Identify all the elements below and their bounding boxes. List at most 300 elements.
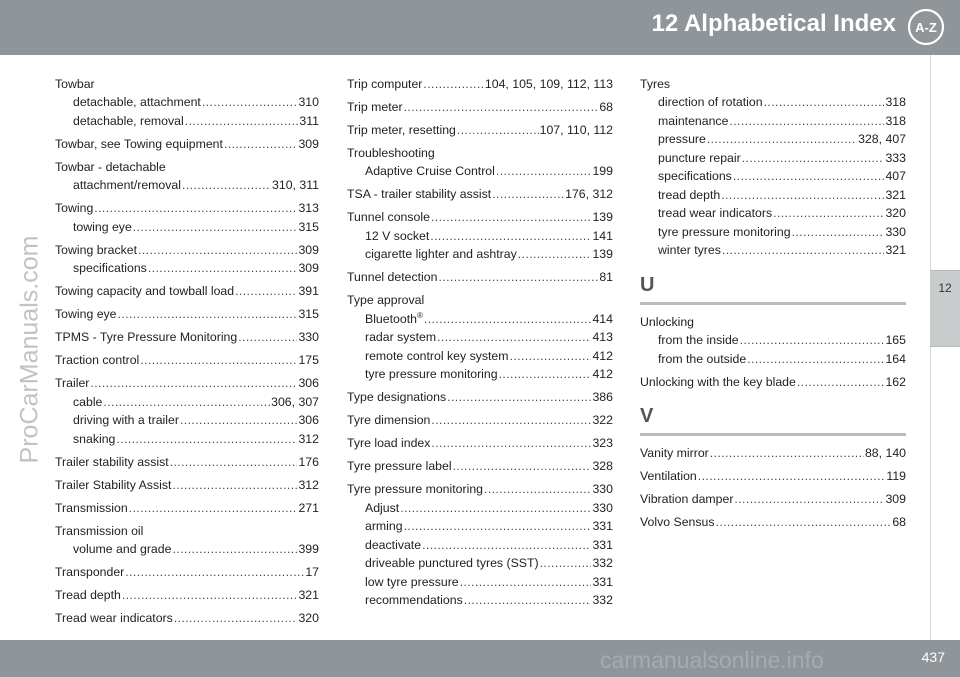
dot-leader [431,411,591,430]
index-term [55,351,139,370]
dot-leader [742,149,885,168]
dot-leader [430,227,591,246]
index-term [347,121,456,140]
index-term-text: Troubleshooting [347,145,435,160]
index-entry [347,291,613,384]
page-reference[interactable]: 391 [298,284,319,298]
page-reference[interactable]: 321 [298,588,319,602]
page-number: 437 [921,649,945,665]
page-reference[interactable]: 17 [305,565,319,579]
page-reference[interactable]: 81 [599,270,613,284]
index-term-text: Trailer stability assist [55,454,169,469]
index-term-text: recommendations [365,593,463,607]
page-reference[interactable]: 176, 312 [565,187,613,201]
index-term-text: Volvo Sensus [640,515,715,529]
index-term-text: Trip computer [347,76,423,91]
index-term [640,75,670,94]
index-subentry [640,350,906,369]
index-term [658,350,746,369]
dot-leader [224,135,298,154]
page-reference[interactable]: 315 [298,307,319,321]
index-subentry [347,517,613,536]
index-term-text: detachable, removal [73,113,184,128]
dot-leader [510,347,592,366]
page-reference[interactable]: 309 [885,492,906,506]
dot-leader [447,388,591,407]
index-subentry [347,365,613,384]
index-entry [55,135,319,154]
index-entry [347,98,613,117]
index-term-line [347,144,613,163]
page-reference[interactable]: 306, 307 [271,394,319,409]
chapter-tab-label: 12 [938,281,952,295]
index-subentry [347,554,613,573]
index-term-line [640,513,906,532]
index-term-text: Towbar, see Towing equipment [55,136,223,151]
index-term-text: Trip meter, resetting [347,122,456,137]
section-divider [640,302,906,305]
index-term [347,388,446,407]
page-reference[interactable]: 322 [592,413,613,427]
index-subentry [640,167,906,186]
index-term-text: tread depth [658,187,721,202]
page-reference[interactable]: 330 [298,330,319,344]
index-term-line [55,351,319,370]
index-term-text: Trip meter [347,99,403,114]
dot-leader [140,351,297,370]
watermark-bottom: carmanualsonline.info [600,647,824,673]
index-term-text: tread wear indicators [658,206,773,220]
index-term-text: Unlocking with the key blade [640,374,796,389]
index-term [55,282,234,301]
page-reference[interactable]: 175 [298,353,319,367]
index-entry [55,586,319,605]
index-term-line [55,453,319,472]
index-subentry [55,218,319,237]
index-term-text: driving with a trailer [73,413,179,427]
index-term-text: radar system [365,330,437,344]
page-reference[interactable]: 309 [298,261,319,275]
index-term [365,517,403,536]
section-letter: V [640,405,654,427]
page-reference[interactable]: 306 [298,376,319,390]
index-entry [347,144,613,181]
index-term-text: TSA - trailer stability assist [347,187,492,201]
page-reference[interactable]: 330 [592,500,613,515]
index-subentry [640,112,906,131]
index-term [658,204,772,223]
index-term [73,176,181,195]
index-term-text: deactivate [365,537,422,552]
index-term-line [640,444,906,463]
index-term-text: Adjust [365,500,400,515]
index-term [658,241,721,260]
index-entry [55,609,319,628]
index-entry [347,185,613,204]
index-term-line [640,490,906,509]
index-subentry [347,227,613,246]
page-reference[interactable]: 310 [298,95,319,109]
index-term-text: 12 V socket [365,228,430,243]
page-reference[interactable]: 412 [592,367,613,381]
dot-leader [733,167,885,186]
index-term-text: Vibration damper [640,492,734,506]
dot-leader [540,554,592,573]
index-term-text: direction of rotation [658,95,763,109]
index-term [73,540,171,559]
index-term-line [640,373,906,392]
index-entry [640,373,906,392]
dot-leader [170,453,298,472]
page-reference[interactable]: 309 [298,136,319,151]
page-reference[interactable]: 386 [592,390,613,404]
index-term [55,75,95,94]
index-subentry [55,393,319,412]
index-column-1 [55,70,319,628]
index-term-text: Bluetooth [365,311,417,326]
index-entry [347,388,613,407]
index-term [365,554,539,573]
dot-leader [423,75,484,94]
index-term [347,75,422,94]
index-subentry [55,540,319,559]
page-reference[interactable]: 141 [592,228,613,243]
index-entry [347,121,613,140]
index-term [73,411,179,430]
index-term [73,430,115,449]
index-term-text: remote control key system [365,348,509,363]
page-reference[interactable]: 312 [298,431,319,446]
index-term-text: from the inside [658,333,739,347]
index-term [365,573,459,592]
page-reference[interactable]: 331 [592,537,613,552]
index-term-text: specifications [658,169,732,183]
index-term-text: Ventilation [640,469,697,483]
page-reference[interactable]: 271 [298,500,319,515]
index-term-line [640,75,906,94]
index-entry [347,208,613,264]
index-entry [55,199,319,236]
page-reference[interactable]: 328, 407 [858,132,906,146]
dot-leader [238,328,297,347]
watermark-left: ProCarManuals.com [15,235,44,464]
index-term-line [347,434,613,453]
index-term-line [347,291,613,310]
index-term-text: Transponder [55,565,125,579]
index-subentry [640,130,906,149]
index-term [55,499,128,518]
dot-leader [438,268,598,287]
index-entry [55,499,319,518]
dot-leader [404,517,592,536]
index-term [55,135,223,154]
section-letter-heading [640,405,906,436]
index-term [365,499,399,518]
dot-leader [116,430,297,449]
dot-leader [707,130,857,149]
dot-leader [235,282,297,301]
chapter-tab[interactable] [930,270,960,347]
page-reference[interactable]: 162 [885,374,906,389]
page-reference[interactable]: 330 [592,482,613,496]
index-term [55,476,171,495]
page-reference[interactable]: 330 [885,224,906,239]
index-term [365,310,423,329]
page-reference[interactable]: 88, 140 [864,446,906,460]
page-reference[interactable]: 107, 110, 112 [539,122,613,137]
index-term-text: puncture repair [658,150,741,165]
index-subentry [55,430,319,449]
index-term [640,490,733,509]
page-reference[interactable]: 139 [592,247,613,261]
page-reference[interactable]: 318 [885,95,906,109]
dot-leader [185,112,299,131]
index-term [347,185,491,204]
index-term [73,393,102,412]
page-reference[interactable]: 323 [592,436,613,450]
index-term-text: detachable, attachment [73,95,201,109]
page-reference[interactable]: 320 [885,206,906,220]
index-term [365,347,509,366]
dot-leader [716,513,892,532]
index-term-text: Type approval [347,293,425,307]
page-reference[interactable]: 119 [886,469,906,483]
index-entry [55,351,319,370]
index-term-text: Towing bracket [55,242,138,257]
page-reference[interactable]: 331 [592,574,613,589]
index-term-text: Tyre pressure monitoring [347,482,484,496]
index-term [658,167,732,186]
page-reference[interactable]: 164 [885,351,906,366]
page-reference[interactable]: 139 [592,210,613,224]
index-term-text: Towbar [55,76,95,91]
page-header [0,0,960,55]
index-entry [347,268,613,287]
dot-leader [94,199,297,218]
index-term [658,93,763,112]
index-term-text: arming [365,519,403,533]
index-term-text: Tyre dimension [347,413,431,427]
index-term-text: Towing eye [55,307,117,321]
page-reference[interactable]: 321 [885,187,906,202]
index-entry [347,75,613,94]
page-reference[interactable]: 332 [592,593,613,607]
index-term-line [347,268,613,287]
index-entry [55,453,319,472]
page-reference[interactable]: 306 [298,413,319,427]
a-z-index-icon [906,7,946,47]
index-term [658,331,739,350]
index-term-line [347,121,613,140]
registered-mark: ® [416,310,423,320]
index-term-text: Tyre pressure label [347,459,452,473]
dot-leader [138,241,297,260]
index-term [640,444,709,463]
section-divider [640,433,906,436]
page-reference[interactable]: 407 [885,169,906,183]
index-subentry [347,347,613,366]
index-term-text: Towbar - detachable [55,159,166,174]
a-z-label: A-Z [915,20,937,35]
page-reference[interactable]: 332 [592,556,613,570]
index-entry [55,476,319,495]
index-entry [55,75,319,131]
index-term [365,536,421,555]
index-subentry [640,331,906,350]
index-entry [640,75,906,260]
page-reference[interactable]: 321 [885,243,906,257]
index-entry [640,467,906,486]
index-term-line [347,185,613,204]
index-term-text: driveable punctured tyres (SST) [365,556,539,570]
page-reference[interactable]: 414 [592,311,613,326]
index-entry [55,282,319,301]
index-subentry [347,310,613,329]
dot-leader [129,499,298,518]
page-reference[interactable]: 413 [592,330,613,344]
index-term [55,374,89,393]
index-term [640,513,715,532]
index-entry [55,328,319,347]
dot-leader [734,490,884,509]
dot-leader [424,310,592,329]
index-term-text: Tread depth [55,588,121,602]
dot-leader [148,259,298,278]
index-term-text: Tunnel detection [347,270,438,284]
dot-leader [404,98,599,117]
dot-leader [437,328,591,347]
dot-leader [103,393,270,412]
page-reference[interactable]: 312 [298,477,319,492]
index-term-text: Towing [55,201,94,215]
index-term-line [55,199,319,218]
index-subentry [640,186,906,205]
index-term-line [55,609,319,628]
page-reference[interactable]: 199 [592,164,613,178]
page-reference[interactable]: 104, 105, 109, 112, 113 [484,76,613,91]
index-term [640,313,694,332]
index-term-text: Tread wear indicators [55,611,173,625]
index-term-line [55,499,319,518]
index-entry [347,411,613,430]
index-subentry [347,591,613,610]
index-entry [55,305,319,324]
page-reference[interactable]: 310, 311 [272,178,319,192]
dot-leader [747,350,884,369]
page-reference[interactable]: 333 [885,150,906,165]
index-term-line [347,98,613,117]
page-reference[interactable]: 315 [298,219,319,234]
page-reference[interactable]: 68 [599,99,613,114]
index-entry [55,158,319,195]
dot-leader [792,223,885,242]
index-term-text: Vanity mirror [640,446,709,460]
page-reference[interactable]: 176 [298,454,319,469]
index-subentry [55,411,319,430]
dot-leader [797,373,885,392]
index-term [347,480,483,499]
dot-leader [202,93,298,112]
index-entry [347,434,613,453]
page-reference[interactable]: 320 [298,611,319,625]
index-term-text: winter tyres [658,243,721,257]
dot-leader [182,176,271,195]
index-term-line [55,282,319,301]
index-entry [347,480,613,610]
dot-leader [518,245,592,264]
index-term-text: Transmission oil [55,523,144,538]
index-term-line [55,586,319,605]
chapter-title: 12 Alphabetical Index [651,10,896,37]
index-entry [640,313,906,369]
index-entry [347,457,613,476]
index-term-line [55,563,319,582]
index-column-2 [347,70,613,610]
index-subentry [347,536,613,555]
page-reference[interactable]: 311 [299,113,319,128]
dot-leader [721,186,884,205]
page-reference[interactable]: 328 [592,459,613,473]
page-reference[interactable]: 412 [592,348,613,363]
index-term [73,218,132,237]
page-reference[interactable]: 68 [892,515,906,529]
index-term [347,411,430,430]
index-entry [55,522,319,559]
index-term [73,259,147,278]
page-reference[interactable]: 165 [885,333,906,347]
dot-leader [172,540,297,559]
index-subentry [640,93,906,112]
page-reference[interactable]: 318 [885,113,906,128]
index-entry [640,490,906,509]
index-term [55,199,93,218]
index-term-text: Trailer [55,376,90,390]
index-term-line [347,388,613,407]
index-term-line [55,75,319,94]
index-term [347,291,424,310]
index-entry [640,513,906,532]
page-reference[interactable]: 399 [298,542,319,556]
index-term [365,245,517,264]
page-reference[interactable]: 331 [592,519,613,533]
index-term [365,365,498,384]
section-letter: U [640,273,655,296]
dot-leader [457,121,539,140]
index-term-text: tyre pressure monitoring [365,367,498,381]
dot-leader [90,374,297,393]
index-term-text: cigarette lighter and ashtray [365,247,517,261]
index-term [658,149,741,168]
index-column-3 [640,70,906,532]
index-term-line [55,241,319,260]
dot-leader [499,365,592,384]
index-term-text: Towing capacity and towball load [55,284,235,298]
page-reference[interactable]: 309 [298,242,319,257]
dot-leader [710,444,864,463]
dot-leader [484,480,591,499]
index-term [55,453,169,472]
index-subentry [640,149,906,168]
index-term [365,162,495,181]
index-term-line [347,208,613,227]
page-reference[interactable]: 313 [298,201,319,215]
index-term-text: Tyres [640,76,671,91]
index-term-text: towing eye [73,219,132,234]
dot-leader [122,586,298,605]
index-term [347,434,430,453]
index-subentry [640,204,906,223]
index-term-line [55,158,319,177]
